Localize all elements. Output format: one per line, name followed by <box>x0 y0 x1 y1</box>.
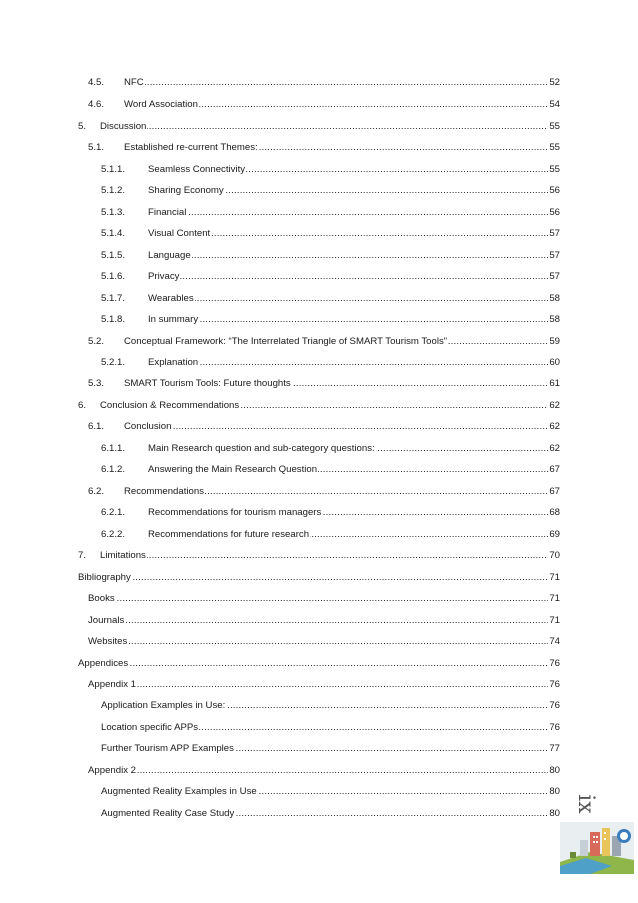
toc-page: 58 <box>549 293 560 304</box>
toc-entry[interactable] <box>88 592 560 606</box>
toc-title: Journals <box>88 615 125 626</box>
toc-number: 5.1. <box>88 142 105 153</box>
toc-entry[interactable] <box>88 764 560 778</box>
toc-number: 5.3. <box>88 378 105 389</box>
toc-page: 71 <box>549 593 560 604</box>
toc-title: Augmented Reality Case Study <box>101 808 235 819</box>
toc-number: 5.1.2. <box>101 185 126 196</box>
toc-page: 69 <box>549 529 560 540</box>
toc-number: 6.1. <box>88 421 105 432</box>
toc-entry[interactable] <box>101 528 560 542</box>
toc-entry[interactable] <box>101 785 560 799</box>
toc-title: Further Tourism APP Examples <box>101 743 234 754</box>
toc-title: Word Association <box>124 99 198 110</box>
toc-title: Wearables <box>148 293 194 304</box>
toc-entry[interactable] <box>101 227 560 241</box>
toc-page: 57 <box>549 250 560 261</box>
toc-number: 6. <box>78 400 87 411</box>
toc-page: 67 <box>549 486 560 497</box>
toc-title: Seamless Connectivity <box>148 164 246 175</box>
toc-entry[interactable] <box>101 442 560 456</box>
toc-page: 55 <box>549 121 560 132</box>
toc-title: Established re-current Themes: <box>124 142 258 153</box>
toc-entry[interactable] <box>101 206 560 220</box>
toc-entry[interactable] <box>88 76 560 90</box>
toc-entry[interactable] <box>88 678 560 692</box>
toc-title: In summary <box>148 314 199 325</box>
toc-page: 71 <box>549 615 560 626</box>
toc-number: 7. <box>78 550 87 561</box>
toc-number: 5.1.3. <box>101 207 126 218</box>
toc-entry[interactable] <box>101 742 560 756</box>
toc-page: 56 <box>549 207 560 218</box>
toc-title: Augmented Reality Examples in Use <box>101 786 257 797</box>
toc-title: Recommendations for future research <box>148 529 310 540</box>
toc-title: Limitations <box>100 550 146 561</box>
toc-page: 74 <box>549 636 560 647</box>
toc-page: 68 <box>549 507 560 518</box>
toc-title: Application Examples in Use: <box>101 700 226 711</box>
city-illustration-icon <box>560 822 634 874</box>
toc-page: 57 <box>549 271 560 282</box>
toc-title: Conclusion <box>124 421 172 432</box>
toc-title: Main Research question and sub-category questions: <box>148 443 375 454</box>
toc-number: 5.2.1. <box>101 357 126 368</box>
toc-page: 62 <box>549 400 560 411</box>
toc-title: Websites <box>88 636 128 647</box>
toc-page: 55 <box>549 164 560 175</box>
toc-page: 56 <box>549 185 560 196</box>
toc-page: 62 <box>549 443 560 454</box>
toc-entry[interactable] <box>101 249 560 263</box>
toc-entry[interactable] <box>101 699 560 713</box>
toc-entry[interactable] <box>101 463 560 477</box>
toc-entry[interactable] <box>88 335 560 349</box>
toc-page: 80 <box>549 808 560 819</box>
toc-page: 60 <box>549 357 560 368</box>
toc-number: 6.1.1. <box>101 443 126 454</box>
toc-number: 5.1.5. <box>101 250 126 261</box>
toc-title: Bibliography <box>78 572 131 583</box>
toc-entry[interactable] <box>78 120 560 134</box>
toc-page: 76 <box>549 658 560 669</box>
toc-title: Financial <box>148 207 187 218</box>
toc-page: 76 <box>549 700 560 711</box>
toc-entry[interactable] <box>88 98 560 112</box>
toc-title: Appendices <box>78 658 129 669</box>
toc-entry[interactable] <box>101 721 560 735</box>
toc-page: 58 <box>549 314 560 325</box>
toc-number: 5.2. <box>88 336 105 347</box>
toc-page: 55 <box>549 142 560 153</box>
toc-page: 67 <box>549 464 560 475</box>
toc-number: 6.2.1. <box>101 507 126 518</box>
toc-entry[interactable] <box>101 163 560 177</box>
toc-title: Language <box>148 250 191 261</box>
page-number: ix <box>573 794 598 814</box>
toc-title: Conclusion & Recommendations <box>100 400 240 411</box>
toc-title: Recommendations <box>124 486 204 497</box>
toc-title: Sharing Economy <box>148 185 224 196</box>
toc-title: Recommendations for tourism managers <box>148 507 322 518</box>
toc-page: 52 <box>549 77 560 88</box>
toc-number: 6.2. <box>88 486 105 497</box>
toc-page: 54 <box>549 99 560 110</box>
toc-number: 5. <box>78 121 87 132</box>
toc-entry[interactable] <box>88 377 560 391</box>
toc-title: Books <box>88 593 115 604</box>
toc-title: Conceptual Framework: “The Interrelated Triangle of SMART Tourism Tools” <box>124 336 447 347</box>
toc-entry[interactable] <box>78 399 560 413</box>
toc-entry[interactable] <box>88 614 560 628</box>
toc-number: 6.2.2. <box>101 529 126 540</box>
toc-entry[interactable] <box>78 549 560 563</box>
toc-number: 5.1.1. <box>101 164 126 175</box>
toc-entry[interactable] <box>101 807 560 821</box>
toc-title: Visual Content <box>148 228 211 239</box>
toc-number: 4.6. <box>88 99 105 110</box>
toc-page: 71 <box>549 572 560 583</box>
toc-entry[interactable] <box>88 485 560 499</box>
toc-entry[interactable] <box>101 313 560 327</box>
toc-number: 5.1.8. <box>101 314 126 325</box>
toc-number: 5.1.4. <box>101 228 126 239</box>
toc-page: 76 <box>549 679 560 690</box>
toc-page: 57 <box>549 228 560 239</box>
toc-title: Location specific APPs <box>101 722 199 733</box>
toc-page: 70 <box>549 550 560 561</box>
toc-entry[interactable] <box>101 506 560 520</box>
toc-title: SMART Tourism Tools: Future thoughts <box>124 378 291 389</box>
toc-title: Privacy <box>148 271 180 282</box>
toc-title: NFC <box>124 77 144 88</box>
toc-entry[interactable] <box>88 141 560 155</box>
toc-number: 5.1.6. <box>101 271 126 282</box>
toc-page: 61 <box>549 378 560 389</box>
toc-entry[interactable] <box>88 420 560 434</box>
toc-page: 80 <box>549 786 560 797</box>
toc-title: Answering the Main Research Question <box>148 464 318 475</box>
toc-title: Appendix 1 <box>88 679 137 690</box>
toc-entry[interactable] <box>88 635 560 649</box>
toc-entry[interactable] <box>78 657 560 671</box>
toc-page: 62 <box>549 421 560 432</box>
toc-entry[interactable] <box>101 184 560 198</box>
toc-number: 6.1.2. <box>101 464 126 475</box>
toc-entry[interactable] <box>101 270 560 284</box>
toc-entry[interactable] <box>101 356 560 370</box>
toc-number: 4.5. <box>88 77 105 88</box>
toc-page: 59 <box>549 336 560 347</box>
toc-entry[interactable] <box>78 571 560 585</box>
toc-page: 77 <box>549 743 560 754</box>
toc-page: 80 <box>549 765 560 776</box>
toc-number: 5.1.7. <box>101 293 126 304</box>
toc-title: Discussion <box>100 121 147 132</box>
toc-page: 76 <box>549 722 560 733</box>
toc-title: Explanation <box>148 357 199 368</box>
toc-entry[interactable] <box>101 292 560 306</box>
toc-title: Appendix 2 <box>88 765 137 776</box>
